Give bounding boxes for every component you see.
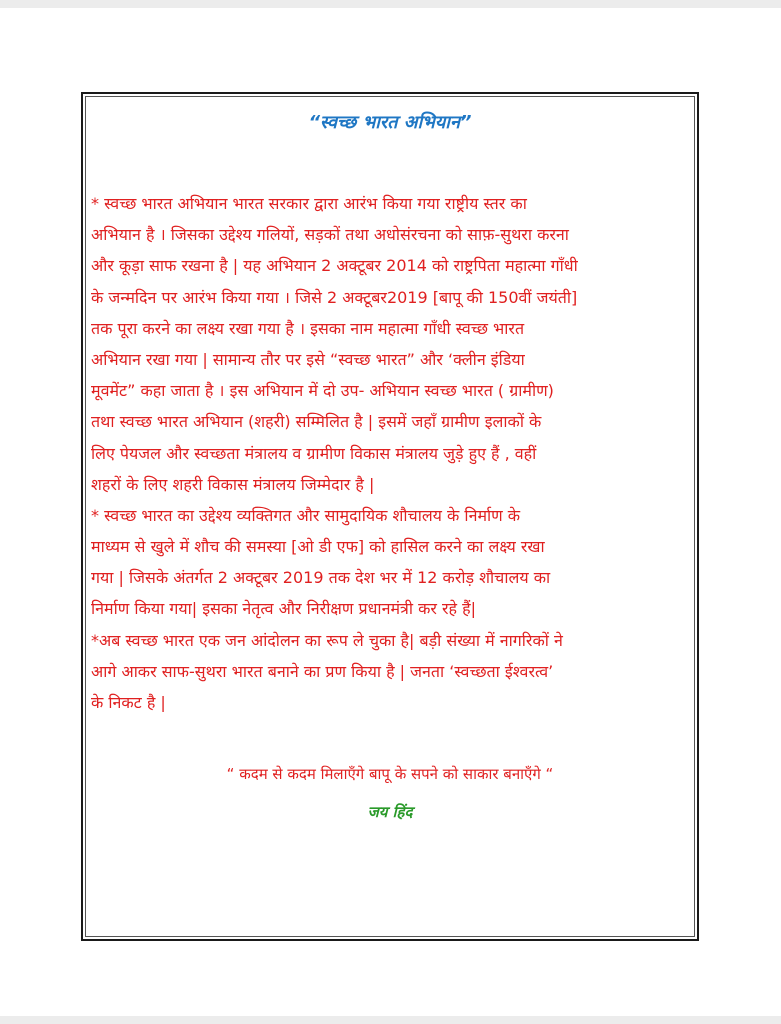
body-line: शहरों के लिए शहरी विकास मंत्रालय जिम्मेदार है | <box>91 474 375 494</box>
body-line: * स्वच्छ भारत अभियान भारत सरकार द्वारा आरंभ किया गया राष्ट्रीय स्तर का <box>91 194 527 213</box>
body-line: अभियान है । जिसका उद्देश्य गलियों, सड़कों तथा अधोसंरचना को साफ़-सुथरा करना <box>91 225 569 245</box>
body-line: अभियान रखा गया | सामान्य तौर पर इसे “स्वच्छ भारत” और ‘क्लीन इंडिया <box>91 349 525 369</box>
document-title: “स्वच्छ भारत अभियान” <box>308 112 472 133</box>
body-line: *अब स्वच्छ भारत एक जन आंदोलन का रूप ले चुका है| बड़ी संख्या में नागरिकों ने <box>91 630 563 650</box>
closing-salutation: जय हिंद <box>367 803 413 821</box>
body-line: के निकट है | <box>91 693 166 712</box>
body-line: के जन्मदिन पर आरंभ किया गया । जिसे 2 अक्टूबर2019 [बापू की 150वीं जयंती] <box>91 287 578 307</box>
document-page <box>0 8 781 1016</box>
slogan: “ कदम से कदम मिलाएँगे बापू के सपने को साकार बनाएँगे “ <box>226 765 554 783</box>
body-line: निर्माण किया गया| इसका नेतृत्व और निरीक्षण प्रधानमंत्री कर रहे हैं| <box>91 599 477 619</box>
page-border <box>81 92 699 941</box>
body-line: माध्यम से खुले में शौच की समस्या [ओ डी एफ] को हासिल करने का लक्ष्य रखा <box>91 537 545 557</box>
body-line: तथा स्वच्छ भारत अभियान (शहरी) सम्मिलित है | इसमें जहाँ ग्रामीण इलाकों के <box>91 412 542 432</box>
body-line: मूवमेंट” कहा जाता है । इस अभियान में दो उप- अभियान स्वच्छ भारत ( ग्रामीण) <box>91 381 554 401</box>
body-line: तक पूरा करने का लक्ष्य रखा गया है । इसका नाम महात्मा गाँधी स्वच्छ भारत <box>91 318 525 338</box>
body-line: लिए पेयजल और स्वच्छता मंत्रालय व ग्रामीण विकास मंत्रालय जुड़े हुए हैं , वहीं <box>91 443 537 463</box>
body-line: गया | जिसके अंतर्गत 2 अक्टूबर 2019 तक देश भर में 12 करोड़ शौचालय का <box>91 568 551 588</box>
document-body <box>91 188 691 718</box>
body-line: और कूड़ा साफ रखना है | यह अभियान 2 अक्टूबर 2014 को राष्ट्रपिता महात्मा गाँधी <box>91 256 578 276</box>
body-line: * स्वच्छ भारत का उद्देश्य व्यक्तिगत और सामुदायिक शौचालय के निर्माण के <box>91 505 521 525</box>
body-line: आगे आकर साफ-सुथरा भारत बनाने का प्रण किया है | जनता ‘स्वच्छता ईश्वरत्व’ <box>91 661 554 681</box>
